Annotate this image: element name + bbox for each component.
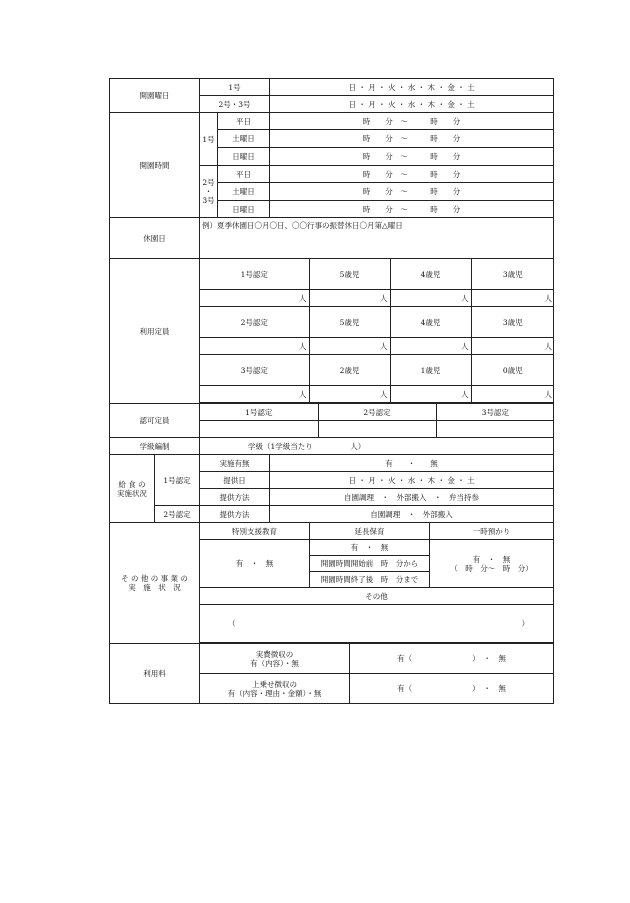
open-hours-time: 時 分 ～ 時 分 (270, 166, 554, 183)
approved-capacity-input-cell[interactable] (318, 421, 436, 437)
other-services-label-line-b: 実 施 状 況 (128, 583, 181, 592)
approved-capacity-header-row (200, 404, 554, 421)
capacity-input-row (200, 290, 554, 307)
closed-days-label: 休園日 (110, 218, 200, 259)
temp-care-time: （ 時 分～ 時 分） (450, 563, 533, 573)
capacity-input-row (200, 338, 554, 355)
temp-care-header: 一時預かり (430, 523, 554, 540)
capacity-header-row (200, 307, 554, 338)
capacity-header: 5歳児 (309, 259, 390, 289)
capacity-input-cell[interactable]: 人 (544, 341, 552, 351)
meal-row-label: 提供方法 (200, 506, 270, 523)
capacity-header: 3歳児 (502, 269, 523, 279)
other-services-label-line-a: そ の 他 の 事 業 の (121, 574, 188, 583)
approved-capacity-label: 認可定員 (110, 404, 200, 438)
open-hours-group-2-dot: ・ (204, 187, 213, 196)
approved-capacity-header: 3号認定 (481, 407, 509, 417)
approved-capacity-header: 2号認定 (318, 404, 436, 420)
open-hours-time: 時 分 ～ 時 分 (270, 183, 554, 201)
open-hours-day-label: 日曜日 (218, 148, 270, 166)
approved-capacity-input-cell[interactable] (436, 421, 554, 437)
capacity-header: 1歳児 (390, 355, 471, 385)
fees-row-line-2: 有（内容・理由・金額）・無 (227, 688, 322, 698)
capacity-header-row (200, 355, 554, 386)
meal-row-value: 日 ・ 月 ・ 火 ・ 水 ・ 木 ・ 金 ・ 土 (270, 472, 554, 489)
open-hours-group-1: 1号 (200, 113, 218, 166)
meal-category-2: 2号認定 (155, 506, 200, 523)
other-services-label (110, 523, 200, 644)
open-hours-group-2-line-a: 2号 (202, 178, 215, 187)
meal-row-value: 自園調理 ・ 外部搬入 ・ 弁当持参 (270, 489, 554, 506)
open-hours-time: 時 分 ～ 時 分 (270, 148, 554, 166)
capacity-input-cell[interactable]: 人 (544, 389, 552, 399)
capacity-header: 3歳児 (502, 317, 523, 327)
meal-row-label: 実施有無 (200, 455, 270, 472)
capacity-header: 0歳児 (502, 365, 523, 375)
fees-row-line-1: 上乗せ徴収の (252, 679, 297, 689)
extended-care-end: 開園時間終了後 時 分まで (310, 572, 430, 588)
meal-label (110, 455, 155, 523)
capacity-input-cell[interactable]: 人 (390, 290, 471, 306)
capacity-header: 3号認定 (200, 355, 309, 385)
capacity-input-cell[interactable]: 人 (200, 386, 309, 402)
meal-row-value: 自園調理 ・ 外部搬入 (270, 506, 554, 523)
special-ed-header: 特別支援教育 (200, 523, 310, 540)
other-misc-parens (228, 619, 529, 628)
extended-care-header: 延長保育 (310, 523, 430, 540)
capacity-header: 2歳児 (309, 355, 390, 385)
approved-capacity-input-row (200, 421, 554, 438)
other-misc-header: その他 (200, 588, 554, 605)
open-hours-day-label: 土曜日 (218, 130, 270, 148)
approved-capacity-input-cell[interactable] (200, 421, 318, 437)
meal-row-label: 提供日 (200, 472, 270, 489)
capacity-input-cell[interactable]: 人 (309, 386, 390, 402)
capacity-header: 4歳児 (390, 307, 471, 337)
class-org-value: 学級（1学級当たり 人） (200, 438, 554, 455)
fees-row-value: 有（ ） ・ 無 (350, 674, 554, 704)
open-days-type-2: 2号・3号 (200, 96, 270, 113)
temp-care-value (430, 540, 554, 588)
fees-row-line-1: 実費徴収の (255, 649, 294, 659)
meal-label-line-b: 実施状況 (117, 488, 147, 498)
capacity-header: 2号認定 (200, 307, 309, 337)
capacity-input-cell[interactable]: 人 (309, 290, 390, 306)
fees-row-value: 有（ ） ・ 無 (350, 644, 554, 674)
meal-category-1: 1号認定 (155, 455, 200, 506)
capacity-input-cell[interactable]: 人 (544, 293, 552, 303)
form-page (109, 78, 553, 704)
fees-row-label (200, 674, 350, 704)
class-org-label: 学級編制 (110, 438, 200, 455)
capacity-input-row (200, 386, 554, 403)
meal-row-label: 提供方法 (200, 489, 270, 506)
open-days-type-1: 1号 (200, 79, 270, 96)
fees-label: 利用料 (110, 644, 200, 704)
special-ed-value: 有 ・ 無 (200, 540, 310, 588)
capacity-label: 利用定員 (110, 259, 200, 404)
temp-care-yesno: 有 ・ 無 (472, 554, 511, 564)
fees-row-label (200, 644, 350, 674)
capacity-header-row (200, 259, 554, 290)
open-hours-day-label: 土曜日 (218, 183, 270, 201)
fees-row-line-2: 有（内容）・無 (250, 658, 299, 668)
capacity-header: 5歳児 (309, 307, 390, 337)
open-hours-time: 時 分 ～ 時 分 (270, 113, 554, 130)
open-hours-day-label: 平日 (218, 113, 270, 130)
open-hours-time: 時 分 ～ 時 分 (270, 201, 554, 218)
other-misc-input[interactable] (200, 605, 554, 643)
paren-open: （ (228, 619, 236, 628)
open-days-label: 開園曜日 (110, 79, 200, 113)
paren-close: ） (521, 619, 530, 628)
open-hours-group-2 (200, 166, 218, 218)
meal-label-line-a: 給 食 の (118, 479, 146, 489)
open-hours-day-label: 平日 (218, 166, 270, 183)
closed-days-example: 例）夏季休園日〇月〇日、〇〇行事の振替休日〇月第△曜日 (200, 218, 554, 259)
open-hours-group-2-line-b: 3号 (202, 196, 215, 205)
open-days-value-2: 日 ・ 月 ・ 火 ・ 水 ・ 木 ・ 金 ・ 土 (270, 96, 554, 113)
capacity-input-cell[interactable]: 人 (390, 338, 471, 354)
open-hours-time: 時 分 ～ 時 分 (270, 130, 554, 148)
capacity-input-cell[interactable]: 人 (200, 338, 309, 354)
extended-care-start: 開園時間開始前 時 分から (310, 556, 430, 572)
open-days-value-1: 日 ・ 月 ・ 火 ・ 水 ・ 木 ・ 金 ・ 土 (270, 79, 554, 96)
capacity-input-cell[interactable]: 人 (309, 338, 390, 354)
approved-capacity-header: 1号認定 (200, 404, 318, 420)
extended-care-yesno: 有 ・ 無 (310, 540, 430, 556)
open-hours-day-label: 日曜日 (218, 201, 270, 218)
capacity-header: 4歳児 (390, 259, 471, 289)
capacity-input-cell[interactable]: 人 (390, 386, 471, 402)
open-hours-label: 開園時間 (110, 113, 200, 218)
meal-row-value: 有 ・ 無 (270, 455, 554, 472)
facility-form-table (109, 78, 554, 704)
capacity-header: 1号認定 (200, 259, 309, 289)
capacity-input-cell[interactable]: 人 (200, 290, 309, 306)
